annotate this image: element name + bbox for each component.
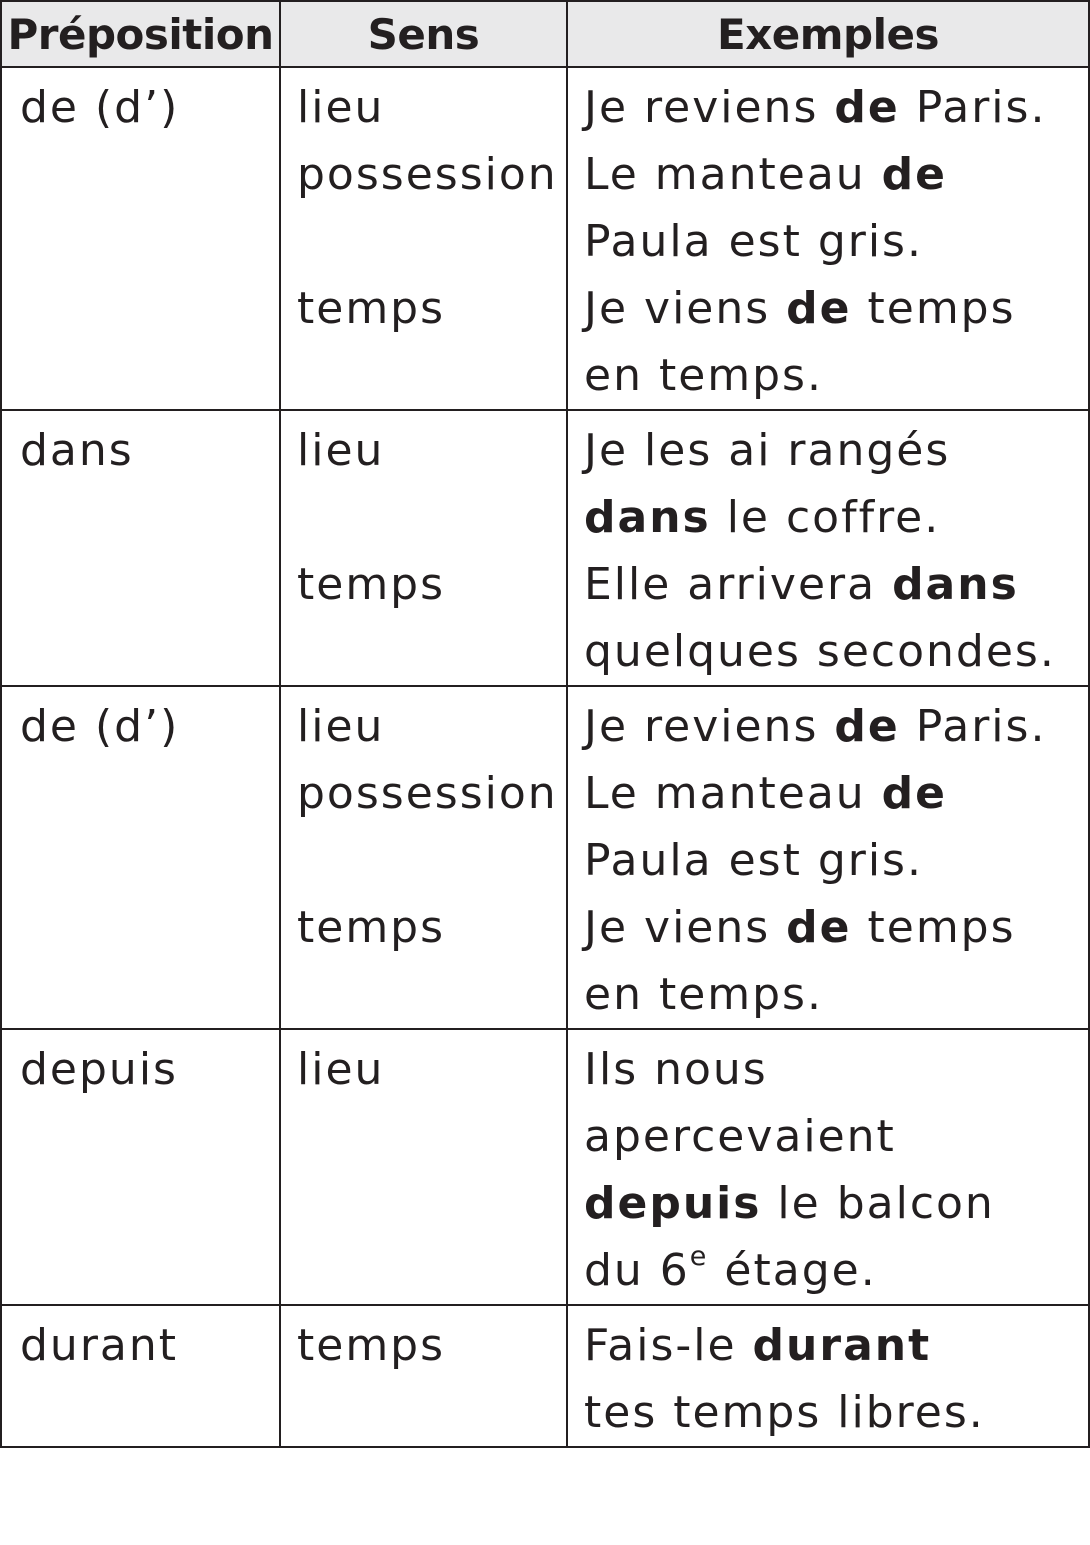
table-body [1,67,1089,1447]
cell-preposition [1,1029,280,1305]
example-preposition-bold: dans [584,492,711,543]
cell-preposition [1,67,280,410]
example-line [584,693,1088,760]
example-text: Paris. [899,701,1047,752]
example-line [584,275,1088,342]
example-line [584,484,1088,551]
sens-line: possession [297,149,558,200]
example-text: Le manteau [584,768,882,819]
cell-exemples [567,67,1089,410]
cell-sens [280,1029,567,1305]
preposition-text: de (d’) [20,701,180,752]
sens-line [297,1379,566,1446]
example-text: temps [851,283,1016,334]
example-line [584,961,1088,1028]
sens-line [297,1237,566,1304]
example-line [584,1170,1088,1237]
preposition-text: de (d’) [20,82,180,133]
example-text: Je viens [584,283,787,334]
preposition-text: depuis [20,1044,178,1095]
cell-preposition [1,410,280,686]
example-text: Le manteau [584,149,882,200]
example-line [584,894,1088,961]
example-text: du 6 [584,1245,690,1296]
example-text: Paula est gris. [584,216,923,267]
sens-line [297,342,566,409]
sens-line: temps [297,559,446,610]
example-text: en temps. [584,969,823,1020]
example-line [584,74,1088,141]
example-text: Je viens [584,902,787,953]
table-row [1,410,1089,686]
preposition-text: dans [20,425,134,476]
sens-line: lieu [297,701,385,752]
example-text: quelques secondes. [584,626,1056,677]
example-preposition-bold: de [881,149,948,200]
sens-line [297,961,566,1028]
example-text: temps [851,902,1016,953]
sens-line: lieu [297,425,385,476]
example-line [584,1036,1088,1103]
cell-sens [280,1305,567,1447]
sens-line [297,208,566,275]
example-text: apercevaient [584,1111,896,1162]
example-line [584,208,1088,275]
header-exemples: Exemples [567,1,1089,67]
table-row [1,67,1089,410]
example-line [584,551,1088,618]
sens-line [297,1170,566,1237]
preposition-text: durant [20,1320,179,1371]
example-preposition-bold: dans [892,559,1019,610]
sens-line [297,827,566,894]
example-line [584,342,1088,409]
table-row [1,1305,1089,1447]
cell-exemples [567,410,1089,686]
example-line [584,760,1088,827]
example-line [584,1237,1088,1304]
example-superscript: e [689,1241,709,1272]
example-text: Ils nous [584,1044,768,1095]
sens-line: lieu [297,82,385,133]
example-text: Paula est gris. [584,835,923,886]
table-row [1,1029,1089,1305]
example-text: étage. [708,1245,877,1296]
example-preposition-bold: de [834,701,900,752]
example-text: Paris. [899,82,1047,133]
example-text: Je reviens [584,701,835,752]
cell-preposition [1,686,280,1029]
example-line [584,1312,1088,1379]
cell-exemples [567,686,1089,1029]
example-text: le coffre. [710,492,941,543]
example-text: tes temps libres. [584,1387,985,1438]
example-text: Je reviens [584,82,835,133]
cell-exemples [567,1029,1089,1305]
example-text: Elle arrivera [584,559,893,610]
sens-line [297,484,566,551]
cell-sens [280,686,567,1029]
sens-line: temps [297,902,446,953]
sens-line: temps [297,283,446,334]
example-line [584,1379,1088,1446]
header-sens: Sens [280,1,567,67]
sens-line [297,1103,566,1170]
cell-preposition [1,1305,280,1447]
example-line [584,1103,1088,1170]
example-line [584,827,1088,894]
cell-sens [280,410,567,686]
example-preposition-bold: de [834,82,900,133]
cell-exemples [567,1305,1089,1447]
example-line [584,417,1088,484]
cell-sens [280,67,567,410]
header-row [1,1,1089,67]
example-text: Je les ai rangés [584,425,951,476]
sens-line: possession [297,768,558,819]
header-preposition: Préposition [1,1,280,67]
example-preposition-bold: depuis [584,1178,762,1229]
example-preposition-bold: de [786,902,852,953]
example-preposition-bold: durant [752,1320,932,1371]
example-text: en temps. [584,350,823,401]
example-line [584,618,1088,685]
example-text: le balcon [761,1178,995,1229]
example-preposition-bold: de [786,283,852,334]
example-preposition-bold: de [881,768,948,819]
sens-line [297,618,566,685]
sens-line: temps [297,1320,446,1371]
sens-line: lieu [297,1044,385,1095]
example-text: Fais-le [584,1320,753,1371]
example-line [584,141,1088,208]
table-row [1,686,1089,1029]
